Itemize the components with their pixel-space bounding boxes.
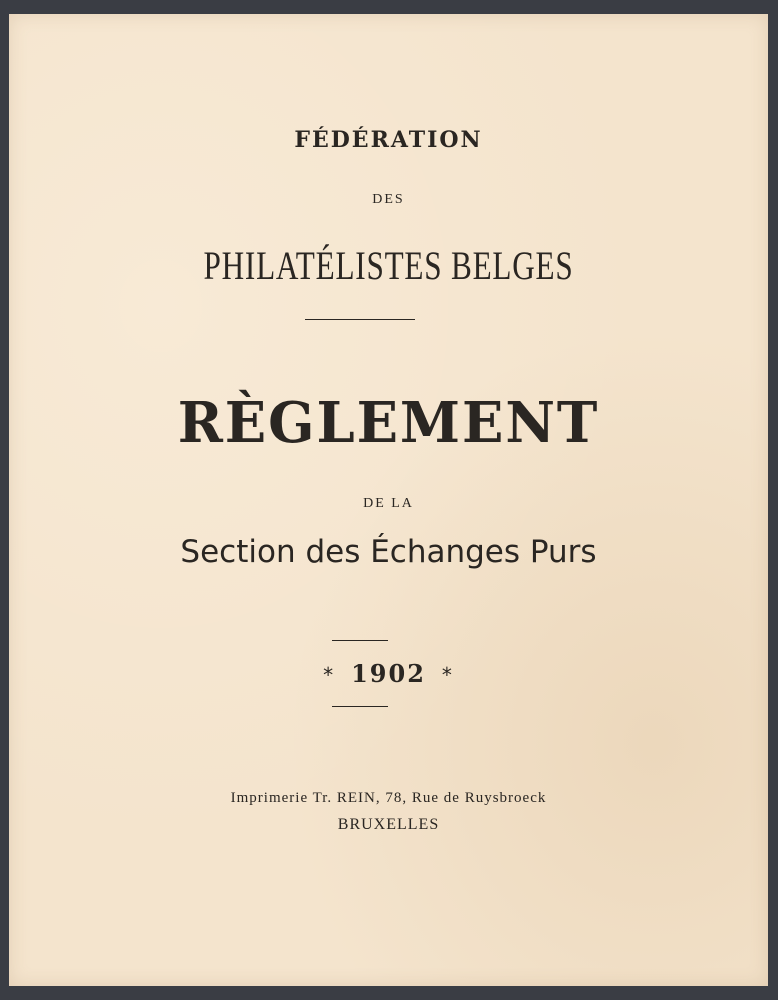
- asterisk-right-icon: *: [441, 663, 454, 687]
- city-line: BRUXELLES: [337, 816, 440, 833]
- section-title: Section des Échanges Purs: [180, 534, 597, 570]
- year-row: [9, 659, 768, 688]
- philatelistes-heading: PHILATÉLISTES BELGES: [203, 243, 574, 288]
- divider-year-bottom: [332, 706, 388, 707]
- federation-heading: FÉDÉRATION: [294, 127, 483, 153]
- divider-top: [305, 319, 415, 320]
- reglement-title: RÈGLEMENT: [177, 390, 600, 456]
- de-la-text: DE LA: [363, 496, 414, 511]
- year-text: 1902: [351, 659, 426, 688]
- divider-year-top: [332, 640, 388, 641]
- des-text: DES: [372, 192, 405, 207]
- asterisk-left-icon: *: [323, 663, 336, 687]
- document-page: [9, 14, 768, 986]
- printer-line: Imprimerie Tr. REIN, 78, Rue de Ruysbroeck: [230, 790, 547, 806]
